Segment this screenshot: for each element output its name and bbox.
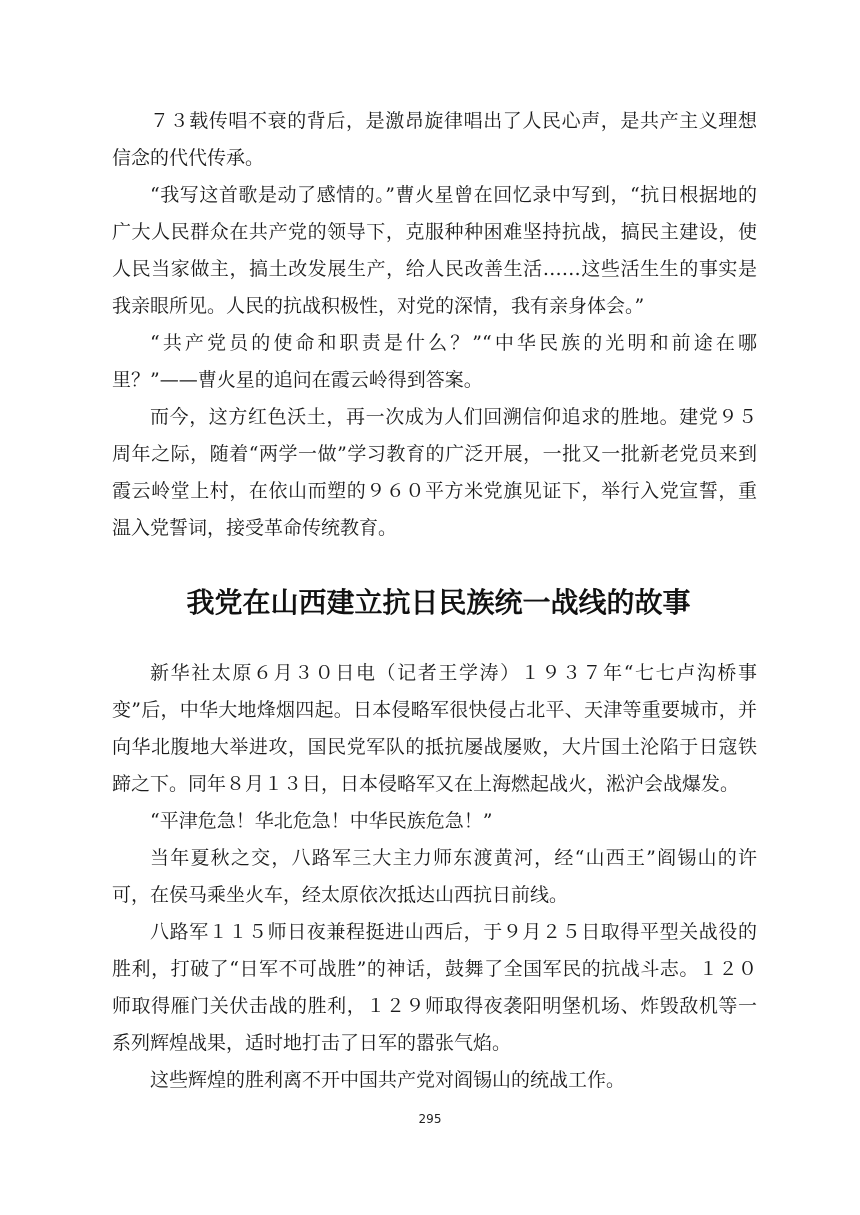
paragraph-red-land-today: 而今，这方红色沃土，再一次成为人们回溯信仰追求的胜地。建党９５周年之际，随着“两学一做”学习教育的广泛开展，一批又一批新老党员来到霞云岭堂上村，在依山而塑的９６０平方米党旗见证下，举行入党宣誓，重温入党誓词，接受革命传统教育。 xyxy=(112,406,757,539)
paragraph-victories: 八路军１１５师日夜兼程挺进山西后，于９月２５日取得平型关战役的胜利，打破了“日军不可战胜”的神话，鼓舞了全国军民的抗战斗志。１２０师取得雁门关伏击战的胜利，１２９师取得夜袭阳明堡机场、炸毁敌机等一系列辉煌战果，适时地打击了日军的嚣张气焰。 xyxy=(112,921,757,1054)
page-content xyxy=(112,103,757,1099)
page-number: 295 xyxy=(418,1112,442,1126)
paragraph-cao-huoxing-quote: “我写这首歌是动了感情的。”曹火星曾在回忆录中写到，“抗日根据地的广大人民群众在共产党的领导下，克服种种困难坚持抗战，搞民主建设，使人民当家做主，搞土改发展生产，给人民改善生活……这些活生生的事实是我亲眼所见。人民的抗战积极性，对党的深情，我有亲身体会。” xyxy=(112,184,757,317)
spacer xyxy=(112,623,757,655)
spacer xyxy=(112,547,757,583)
paragraph-united-front: 这些辉煌的胜利离不开中国共产党对阎锡山的统战工作。 xyxy=(150,1069,626,1091)
paragraph-questions: “共产党员的使命和职责是什么？”“中华民族的光明和前途在哪里？”——曹火星的追问在霞云岭得到答案。 xyxy=(112,332,757,391)
paragraph-song-legacy: ７３载传唱不衰的背后，是激昂旋律唱出了人民心声，是共产主义理想信念的代代传承。 xyxy=(112,110,757,169)
section-title: 我党在山西建立抗日民族统一战线的故事 xyxy=(186,586,691,619)
paragraph-news-dateline: 新华社太原６月３０日电（记者王学涛）１９３７年“七七卢沟桥事变”后，中华大地烽烟四起。日本侵略军很快侵占北平、天津等重要城市，并向华北腹地大举进攻，国民党军队的抵抗屡战屡败，大片国土沦陷于日寇铁蹄之下。同年８月１３日，日本侵略军又在上海燃起战火，淞沪会战爆发。 xyxy=(112,662,757,795)
paragraph-slogan: “平津危急！华北危急！中华民族危急！” xyxy=(150,810,493,832)
paragraph-eighth-route-army-crossing: 当年夏秋之交，八路军三大主力师东渡黄河，经“山西王”阎锡山的许可，在侯马乘坐火车，经太原依次抵达山西抗日前线。 xyxy=(112,847,757,906)
